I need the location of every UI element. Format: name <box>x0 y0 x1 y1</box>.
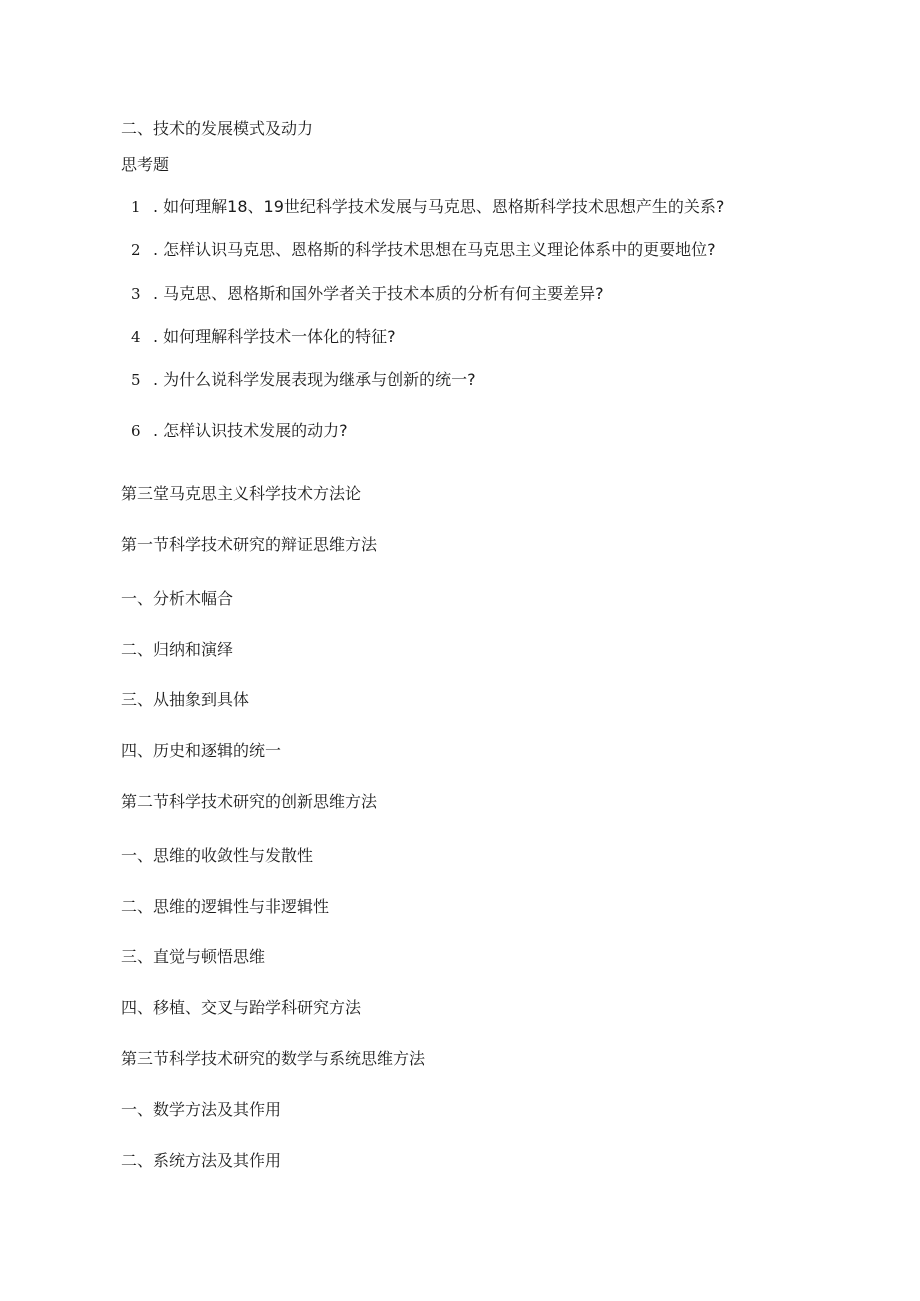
question-text: . 如何理解科学技术一体化的特征? <box>153 327 396 346</box>
section-title: 第一节科学技术研究的辩证思维方法 <box>121 535 378 554</box>
outline-item: 一、思维的收敛性与发散性 <box>121 846 314 865</box>
outline-item: 四、历史和逐辑的统一 <box>121 741 282 760</box>
outline-item: 一、分析木幅合 <box>121 589 234 608</box>
question-text: . 如何理解18、19世纪科学技术发展与马克思、恩格斯科学技术思想产生的关系? <box>153 197 725 216</box>
question-number: 5 <box>131 371 141 389</box>
question-item <box>131 284 604 304</box>
question-item <box>131 370 476 390</box>
outline-item: 三、直觉与顿悟思维 <box>121 947 266 966</box>
question-text: . 马克思、恩格斯和国外学者关于技术本质的分析有何主要差异? <box>153 284 604 303</box>
outline-item: 四、移植、交叉与跆学科研究方法 <box>121 998 362 1017</box>
questions-title: 思考题 <box>121 155 170 174</box>
question-number: 3 <box>131 285 141 303</box>
question-item <box>131 240 716 260</box>
question-text: . 怎样认识马克思、恩格斯的科学技术思想在马克思主义理论体系中的更要地位? <box>153 240 716 259</box>
section-title: 第三节科学技术研究的数学与系统思维方法 <box>121 1049 426 1068</box>
section-heading: 二、技术的发展模式及动力 <box>121 119 314 138</box>
outline-item: 一、数学方法及其作用 <box>121 1100 282 1119</box>
question-number: 4 <box>131 328 141 346</box>
outline-item: 三、从抽象到具体 <box>121 690 250 709</box>
section-title: 第二节科学技术研究的创新思维方法 <box>121 792 378 811</box>
question-item <box>131 197 724 217</box>
question-item <box>131 421 348 441</box>
outline-item: 二、系统方法及其作用 <box>121 1151 282 1170</box>
chapter-title: 第三堂马克思主义科学技术方法论 <box>121 484 362 503</box>
outline-item: 二、思维的逻辑性与非逻辑性 <box>121 897 330 916</box>
outline-item: 二、归纳和演绎 <box>121 640 234 659</box>
question-text: . 怎样认识技术发展的动力? <box>153 421 348 440</box>
question-item <box>131 327 396 347</box>
question-number: 1 <box>131 198 141 216</box>
question-number: 6 <box>131 422 141 440</box>
question-number: 2 <box>131 241 141 259</box>
question-text: . 为什么说科学发展表现为继承与创新的统一? <box>153 370 476 389</box>
